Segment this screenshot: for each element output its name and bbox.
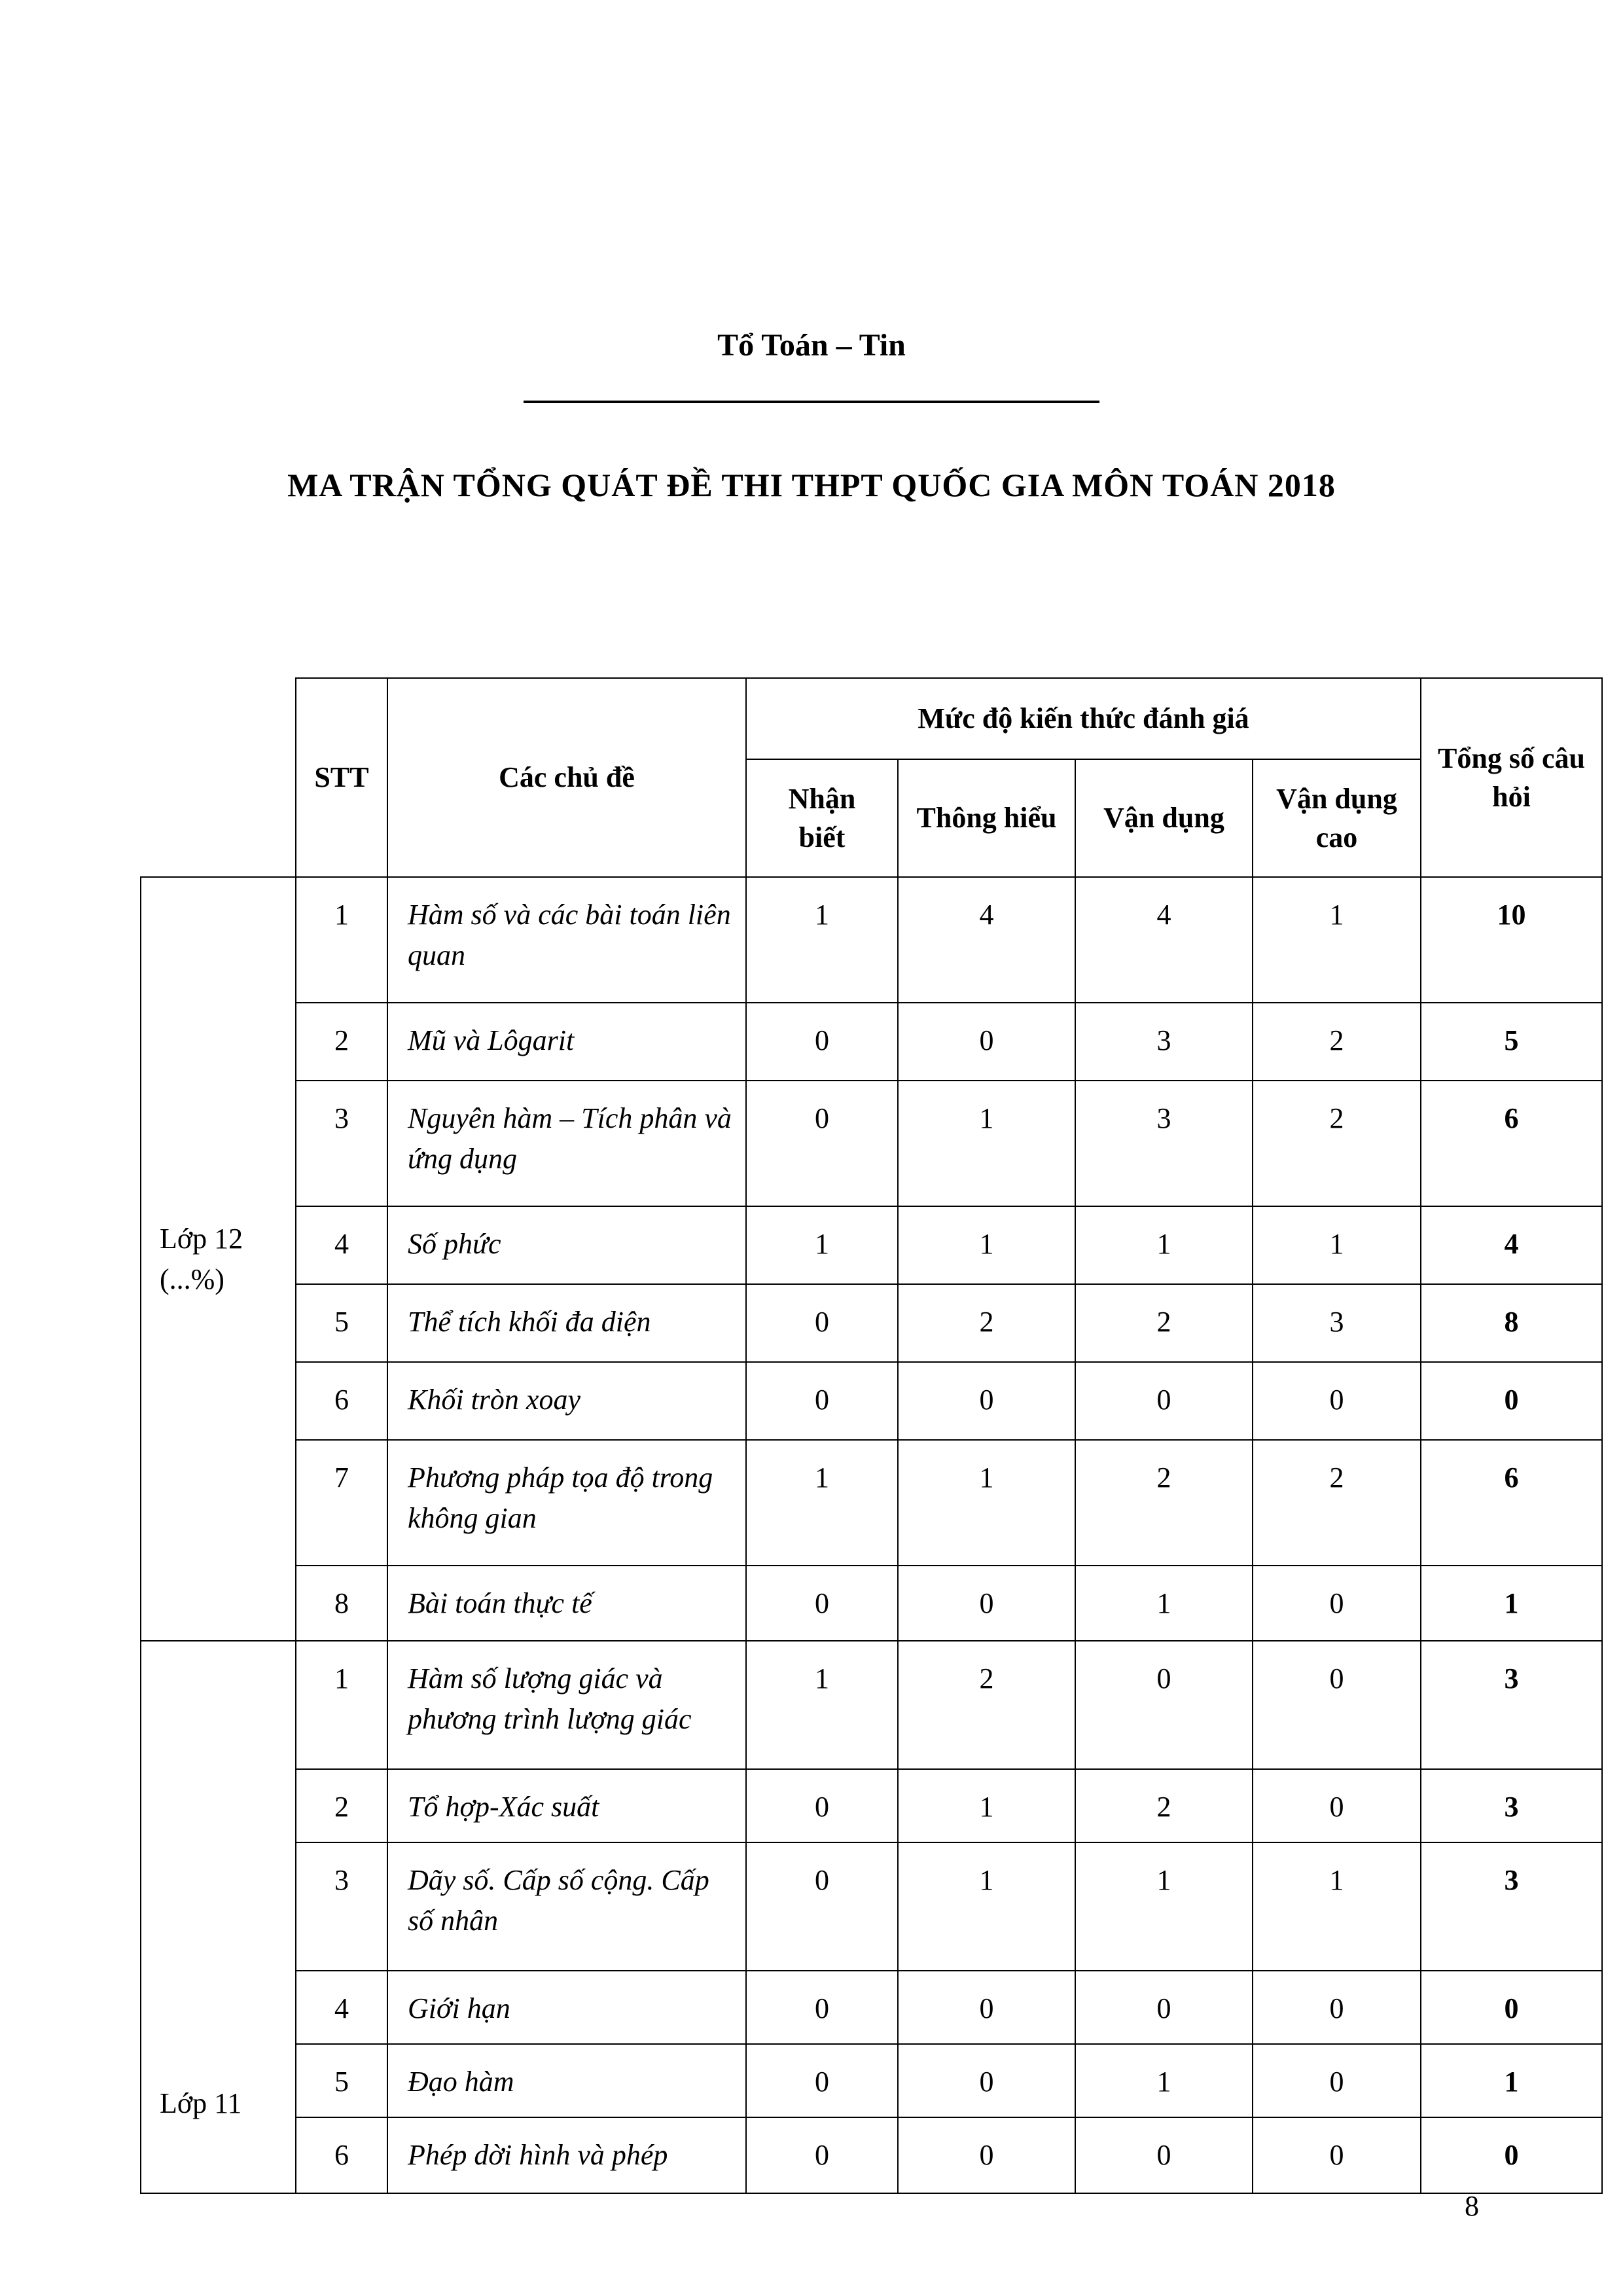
- total-cell: 6: [1421, 1440, 1602, 1566]
- value-van-dung: 2: [1075, 1769, 1253, 1842]
- topic-cell: Số phức: [387, 1206, 746, 1284]
- header-topics: Các chủ đề: [387, 678, 746, 877]
- topic-cell: Phương pháp tọa độ trong không gian: [387, 1440, 746, 1566]
- total-cell: 4: [1421, 1206, 1602, 1284]
- table-row: [141, 1566, 1602, 1641]
- topic-cell: Thể tích khối đa diện: [387, 1284, 746, 1362]
- header-level-van-dung-cao: Vận dụng cao: [1253, 759, 1421, 877]
- value-nhan-biet: 0: [746, 1842, 898, 1971]
- total-cell: 3: [1421, 1769, 1602, 1842]
- group-label-line1: Lớp 11: [160, 2087, 242, 2120]
- value-nhan-biet: 0: [746, 2044, 898, 2117]
- exam-matrix-table: [140, 677, 1603, 2194]
- table-row: [141, 1284, 1602, 1362]
- value-nhan-biet: 0: [746, 1769, 898, 1842]
- value-thong-hieu: 1: [898, 1081, 1075, 1206]
- topic-cell: Giới hạn: [387, 1971, 746, 2044]
- value-van-dung: 2: [1075, 1440, 1253, 1566]
- page-title: MA TRẬN TỔNG QUÁT ĐỀ THI THPT QUỐC GIA MÔN TOÁN 2018: [287, 467, 1336, 503]
- stt-cell: 5: [296, 2044, 387, 2117]
- table-row: [141, 2117, 1602, 2193]
- value-van-dung-cao: 0: [1253, 1566, 1421, 1641]
- total-cell: 10: [1421, 877, 1602, 1003]
- stt-cell: 1: [296, 1641, 387, 1769]
- total-cell: 6: [1421, 1081, 1602, 1206]
- value-van-dung-cao: 2: [1253, 1003, 1421, 1081]
- value-thong-hieu: 2: [898, 1641, 1075, 1769]
- value-van-dung: 1: [1075, 1842, 1253, 1971]
- total-cell: 5: [1421, 1003, 1602, 1081]
- table-row: [141, 1641, 1602, 1769]
- table-row: [141, 877, 1602, 1003]
- value-nhan-biet: 0: [746, 1566, 898, 1641]
- stt-cell: 4: [296, 1971, 387, 2044]
- value-van-dung: 3: [1075, 1003, 1253, 1081]
- table-row: [141, 1440, 1602, 1566]
- value-thong-hieu: 0: [898, 1566, 1075, 1641]
- value-van-dung: 1: [1075, 1566, 1253, 1641]
- topic-cell: Mũ và Lôgarit: [387, 1003, 746, 1081]
- stt-cell: 7: [296, 1440, 387, 1566]
- value-nhan-biet: 1: [746, 1440, 898, 1566]
- topic-cell: Đạo hàm: [387, 2044, 746, 2117]
- value-van-dung: 0: [1075, 1362, 1253, 1440]
- value-nhan-biet: 0: [746, 2117, 898, 2193]
- header-level-nhan-biet: Nhận biết: [746, 759, 898, 877]
- stt-cell: 2: [296, 1003, 387, 1081]
- topic-cell: Hàm số lượng giác và phương trình lượng giác: [387, 1641, 746, 1769]
- value-nhan-biet: 0: [746, 1081, 898, 1206]
- header-stt: STT: [296, 678, 387, 877]
- table-row: [141, 1003, 1602, 1081]
- value-nhan-biet: 1: [746, 1641, 898, 1769]
- value-van-dung: 1: [1075, 1206, 1253, 1284]
- topic-cell: Bài toán thực tế: [387, 1566, 746, 1641]
- department-header: Tổ Toán – Tin: [717, 328, 906, 363]
- value-van-dung-cao: 2: [1253, 1081, 1421, 1206]
- value-van-dung: 0: [1075, 2117, 1253, 2193]
- stt-cell: 6: [296, 1362, 387, 1440]
- header-level-van-dung: Vận dụng: [1075, 759, 1253, 877]
- value-van-dung-cao: 3: [1253, 1284, 1421, 1362]
- value-van-dung: 0: [1075, 1641, 1253, 1769]
- stt-cell: 8: [296, 1566, 387, 1641]
- table-row: [141, 1971, 1602, 2044]
- value-thong-hieu: 1: [898, 1842, 1075, 1971]
- value-thong-hieu: 0: [898, 2044, 1075, 2117]
- value-van-dung: 1: [1075, 2044, 1253, 2117]
- value-van-dung: 0: [1075, 1971, 1253, 2044]
- value-nhan-biet: 0: [746, 1284, 898, 1362]
- header-row-1: [141, 678, 1602, 759]
- total-cell: 8: [1421, 1284, 1602, 1362]
- topic-cell: Hàm số và các bài toán liên quan: [387, 877, 746, 1003]
- value-thong-hieu: 2: [898, 1284, 1075, 1362]
- table-row: [141, 1362, 1602, 1440]
- stt-cell: 3: [296, 1081, 387, 1206]
- group-label-line1: Lớp 12: [160, 1222, 243, 1255]
- value-thong-hieu: 0: [898, 1971, 1075, 2044]
- header-total: Tổng số câu hỏi: [1421, 678, 1602, 877]
- value-nhan-biet: 0: [746, 1971, 898, 2044]
- value-van-dung-cao: 0: [1253, 1971, 1421, 2044]
- value-van-dung-cao: 0: [1253, 2117, 1421, 2193]
- value-van-dung-cao: 1: [1253, 1842, 1421, 1971]
- header-levels-group: Mức độ kiến thức đánh giá: [746, 678, 1421, 759]
- value-thong-hieu: 1: [898, 1440, 1075, 1566]
- total-cell: 3: [1421, 1842, 1602, 1971]
- value-thong-hieu: 1: [898, 1206, 1075, 1284]
- table-row: [141, 1769, 1602, 1842]
- total-cell: 3: [1421, 1641, 1602, 1769]
- divider-line: [524, 401, 1099, 403]
- stt-cell: 5: [296, 1284, 387, 1362]
- table-row: [141, 1206, 1602, 1284]
- total-cell: 1: [1421, 2044, 1602, 2117]
- table-row: [141, 1842, 1602, 1971]
- value-van-dung-cao: 2: [1253, 1440, 1421, 1566]
- group-label-lop-11: [141, 1641, 296, 2193]
- total-cell: 0: [1421, 2117, 1602, 2193]
- value-van-dung-cao: 0: [1253, 2044, 1421, 2117]
- group-label-lop-12: [141, 877, 296, 1641]
- stt-cell: 3: [296, 1842, 387, 1971]
- group-label-line2: (...%): [160, 1263, 224, 1295]
- value-van-dung-cao: 0: [1253, 1769, 1421, 1842]
- value-thong-hieu: 0: [898, 2117, 1075, 2193]
- value-van-dung-cao: 0: [1253, 1641, 1421, 1769]
- value-van-dung-cao: 1: [1253, 1206, 1421, 1284]
- page-number: 8: [1465, 2190, 1479, 2222]
- value-nhan-biet: 0: [746, 1362, 898, 1440]
- value-thong-hieu: 1: [898, 1769, 1075, 1842]
- value-nhan-biet: 1: [746, 877, 898, 1003]
- table-row: [141, 1081, 1602, 1206]
- value-van-dung-cao: 1: [1253, 877, 1421, 1003]
- value-van-dung: 3: [1075, 1081, 1253, 1206]
- value-van-dung: 2: [1075, 1284, 1253, 1362]
- value-thong-hieu: 0: [898, 1362, 1075, 1440]
- total-cell: 1: [1421, 1566, 1602, 1641]
- value-nhan-biet: 1: [746, 1206, 898, 1284]
- topic-cell: Nguyên hàm – Tích phân và ứng dụng: [387, 1081, 746, 1206]
- topic-cell: Khối tròn xoay: [387, 1362, 746, 1440]
- value-van-dung: 4: [1075, 877, 1253, 1003]
- stt-cell: 4: [296, 1206, 387, 1284]
- topic-cell: Tổ hợp-Xác suất: [387, 1769, 746, 1842]
- stt-cell: 1: [296, 877, 387, 1003]
- header-ghost-cell: [141, 678, 296, 877]
- value-van-dung-cao: 0: [1253, 1362, 1421, 1440]
- header-level-thong-hieu: Thông hiểu: [898, 759, 1075, 877]
- value-thong-hieu: 0: [898, 1003, 1075, 1081]
- value-thong-hieu: 4: [898, 877, 1075, 1003]
- total-cell: 0: [1421, 1971, 1602, 2044]
- table-row: [141, 2044, 1602, 2117]
- value-nhan-biet: 0: [746, 1003, 898, 1081]
- topic-cell: Dãy số. Cấp số cộng. Cấp số nhân: [387, 1842, 746, 1971]
- topic-cell: Phép dời hình và phép: [387, 2117, 746, 2193]
- stt-cell: 2: [296, 1769, 387, 1842]
- stt-cell: 6: [296, 2117, 387, 2193]
- total-cell: 0: [1421, 1362, 1602, 1440]
